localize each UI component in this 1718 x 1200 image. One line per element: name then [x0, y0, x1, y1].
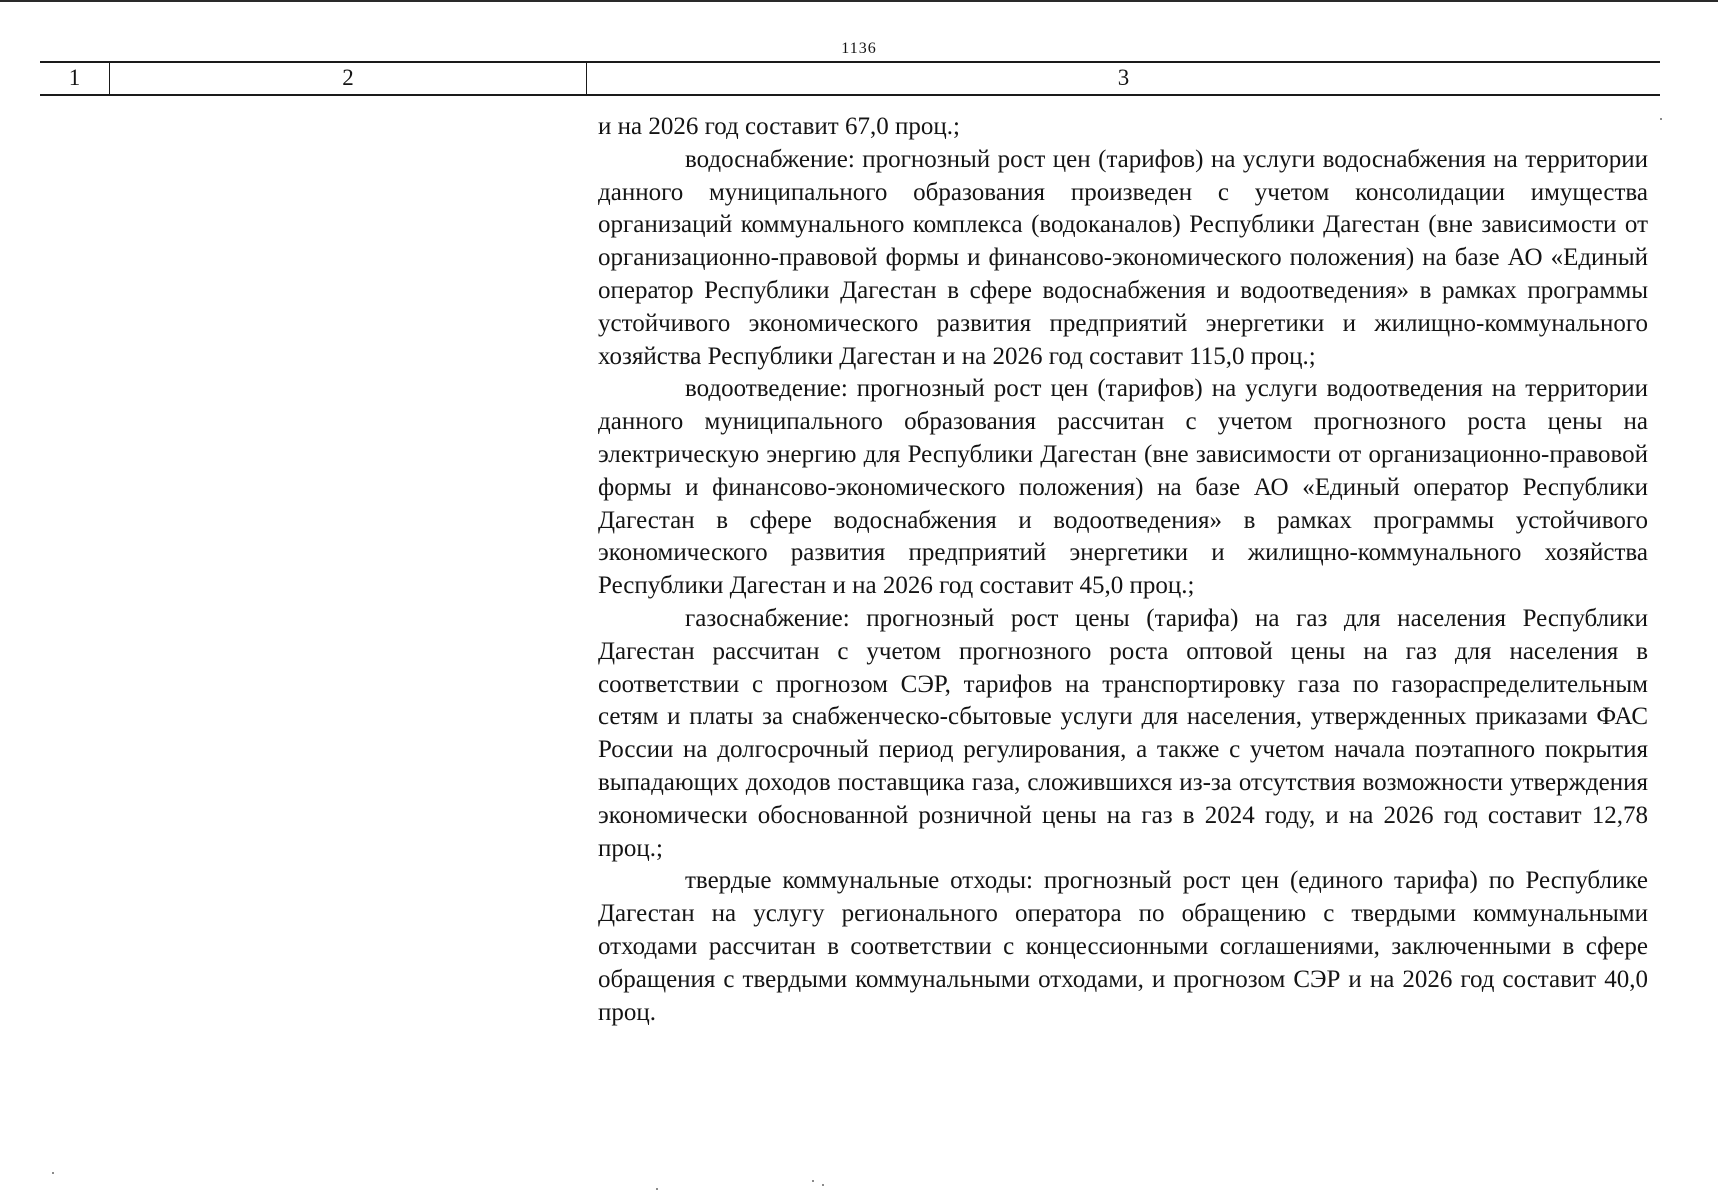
scan-speck [1660, 118, 1662, 120]
column-3-content [598, 111, 1648, 1029]
scan-speck [52, 1172, 54, 1174]
page-number: 1136 [841, 40, 877, 57]
column-3-header: 3 [1117, 65, 1130, 90]
scan-speck [656, 1188, 658, 1190]
paragraph-wastewater: водоотведение: прогнозный рост цен (тарифов) на услуги водоотведения на территории данного муниципального образования рассчитан с учетом прогнозного роста цены на электрическую энергию для Республики Дагестан (вне зависимости от организационно-правовой формы и финансово-экономического положения) на базе АО «Единый оператор Республики Дагестан в сфере водоснабжения и водоотведения» в рамках программы устойчивого экономического развития предприятий энергетики и жилищно-коммунального хозяйства Республики Дагестан и на 2026 год составит 45,0 проц.; [598, 375, 1648, 600]
table-header-row [40, 61, 1660, 96]
paragraph-solid-waste: твердые коммунальные отходы: прогнозный рост цен (единого тарифа) по Республике Дагестан на услугу регионального оператора по обращению с твердыми коммунальными отходами рассчитан в соответствии с концессионными соглашениями, заключенными в сфере обращения с твердыми коммунальными отходами, и прогнозом СЭР и на 2026 год составит 40,0 проц. [598, 867, 1648, 1026]
column-1-header: 1 [40, 63, 110, 94]
scan-speck [812, 1180, 814, 1182]
column-2-header: 2 [110, 63, 587, 94]
paragraph-gas-supply: газоснабжение: прогнозный рост цены (тарифа) на газ для населения Республики Дагестан рассчитан с учетом прогнозного роста оптовой цены на газ для населения в соответствии с прогнозом СЭР, тарифов на транспортировку газа по газораспределительным сетям и платы за снабженческо-сбытовые услуги для населения, утвержденных приказами ФАС России на долгосрочный период регулирования, а также с учетом начала поэтапного покрытия выпадающих доходов поставщика газа, сложившихся из-за отсутствия возможности утверждения экономически обоснованной розничной цены на газ в 2024 году, и на 2026 год составит 12,78 проц.; [598, 604, 1648, 862]
paragraph-water-supply: водоснабжение: прогнозный рост цен (тарифов) на услуги водоснабжения на территории данного муниципального образования произведен с учетом консолидации имущества организаций коммунального комплекса (водоканалов) Республики Дагестан (вне зависимости от организационно-правовой формы и финансово-экономического положения) на базе АО «Единый оператор Республики Дагестан в сфере водоснабжения и водоотведения» в рамках программы устойчивого экономического развития предприятий энергетики и жилищно-коммунального хозяйства Республики Дагестан и на 2026 год составит 115,0 проц.; [598, 145, 1648, 370]
continuation-line: и на 2026 год составит 67,0 проц.; [598, 113, 960, 140]
scan-top-edge [0, 0, 1718, 2]
scan-speck [822, 1184, 824, 1186]
